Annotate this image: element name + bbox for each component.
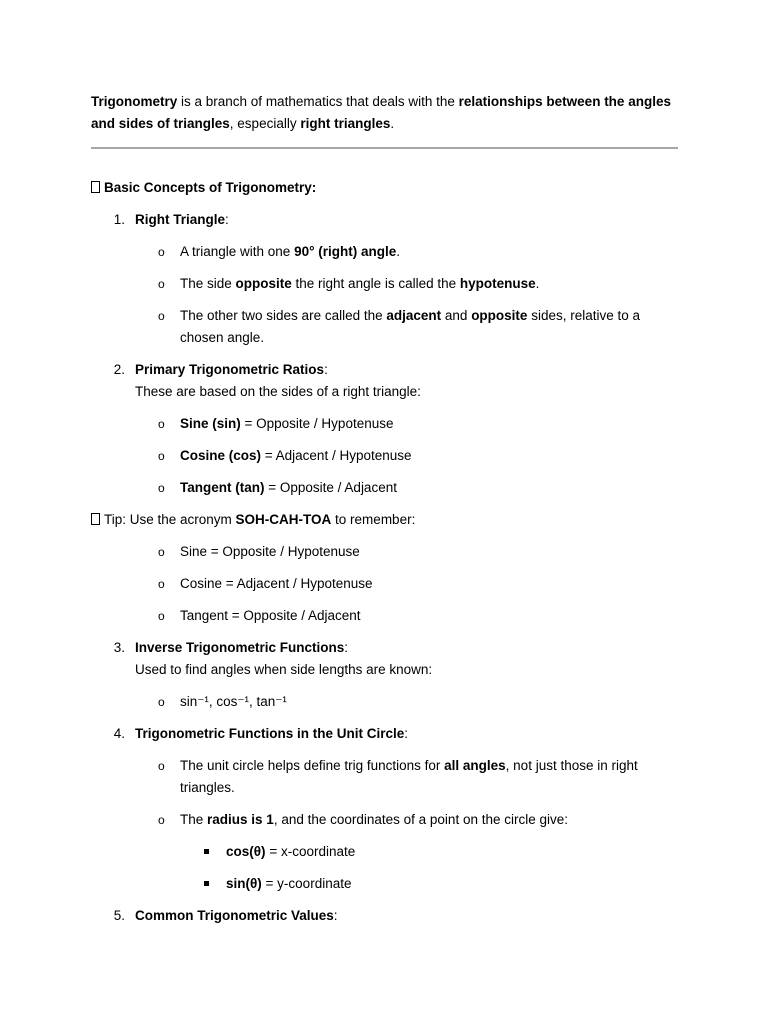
bullet-o: o [158, 277, 165, 291]
text: . [535, 276, 540, 291]
text: A triangle with one [180, 244, 295, 259]
text: The side [180, 276, 236, 291]
list-item-description: These are based on the sides of a right triangle: [135, 384, 421, 399]
list-item-title [135, 359, 328, 381]
intro-emphasis-3: right triangles [300, 116, 391, 131]
text: and [441, 308, 472, 323]
bullet-o: o [158, 545, 165, 559]
list-number: 1. [113, 212, 125, 227]
list-item-title [135, 905, 338, 927]
list-item-title [135, 637, 348, 659]
list-item [180, 413, 393, 435]
intro-period: . [390, 116, 395, 131]
emphasis: all angles [444, 758, 506, 773]
list-item [180, 305, 640, 327]
square-bullet-icon [204, 849, 209, 854]
emphasis: SOH-CAH-TOA [235, 512, 332, 527]
colon: : [404, 726, 409, 741]
text: , and the coordinates of a point on the circle give: [273, 812, 568, 827]
colon: : [225, 212, 229, 227]
horizontal-rule [91, 147, 678, 149]
text: The [180, 812, 208, 827]
text: . [396, 244, 401, 259]
bullet-o: o [158, 813, 165, 827]
missing-glyph-icon [91, 181, 100, 193]
intro-text-2: , especially [229, 116, 301, 131]
list-item: Tangent = Opposite / Adjacent [180, 608, 361, 623]
text: = x-coordinate [265, 844, 356, 859]
list-item [180, 273, 539, 295]
text: , not just those in right [505, 758, 638, 773]
list-item: Cosine = Adjacent / Hypotenuse [180, 576, 373, 591]
emphasis: Cosine (cos) [180, 448, 262, 463]
title-text: Common Trigonometric Values [135, 908, 334, 923]
bullet-o: o [158, 417, 165, 431]
missing-glyph-icon [91, 513, 100, 525]
list-item-continuation: triangles. [180, 780, 235, 795]
intro-emphasis: relationships between the angles [458, 94, 671, 109]
text: the right angle is called the [291, 276, 460, 291]
emphasis: adjacent [386, 308, 442, 323]
list-number: 2. [113, 362, 125, 377]
emphasis: hypotenuse [459, 276, 536, 291]
square-bullet-icon [204, 881, 209, 886]
list-item [180, 445, 412, 467]
title-text: Right Triangle [135, 212, 226, 227]
title-text: Primary Trigonometric Ratios [135, 362, 325, 377]
list-number: 3. [113, 640, 125, 655]
title-text: Trigonometric Functions in the Unit Circle [135, 726, 405, 741]
tip-line [91, 509, 415, 531]
colon: : [324, 362, 328, 377]
colon: : [333, 908, 338, 923]
text: Tip: Use the acronym [104, 512, 236, 527]
bullet-o: o [158, 759, 165, 773]
emphasis: Sine (sin) [180, 416, 241, 431]
intro-line-2 [91, 113, 394, 135]
list-item [180, 809, 568, 831]
text: to remember: [331, 512, 416, 527]
bullet-o: o [158, 577, 165, 591]
sub-list-item [226, 873, 351, 895]
list-item [180, 241, 400, 263]
emphasis: cos(θ) [226, 844, 266, 859]
section-heading-text: Basic Concepts of Trigonometry: [104, 180, 317, 195]
list-item-title [135, 723, 408, 745]
text: = Opposite / Adjacent [264, 480, 397, 495]
bullet-o: o [158, 609, 165, 623]
bullet-o: o [158, 245, 165, 259]
intro-emphasis-2: and sides of triangles [91, 116, 230, 131]
section-heading [91, 177, 316, 199]
list-item-continuation: chosen angle. [180, 330, 265, 345]
list-item: Sine = Opposite / Hypotenuse [180, 544, 360, 559]
text: = Opposite / Hypotenuse [240, 416, 394, 431]
term-trigonometry: Trigonometry [91, 94, 178, 109]
emphasis: 90° (right) angle [294, 244, 397, 259]
list-item-title [135, 209, 229, 231]
intro-text: is a branch of mathematics that deals with the [177, 94, 459, 109]
emphasis: opposite [471, 308, 528, 323]
list-item: sin⁻¹, cos⁻¹, tan⁻¹ [180, 694, 287, 709]
bullet-o: o [158, 481, 165, 495]
bullet-o: o [158, 309, 165, 323]
text: = Adjacent / Hypotenuse [261, 448, 412, 463]
intro-line-1 [91, 91, 671, 113]
list-item-description: Used to find angles when side lengths are known: [135, 662, 433, 677]
colon: : [344, 640, 349, 655]
sub-list-item [226, 841, 355, 863]
list-number: 5. [113, 908, 125, 923]
text: The unit circle helps define trig functions for [180, 758, 445, 773]
emphasis: opposite [235, 276, 292, 291]
list-number: 4. [113, 726, 125, 741]
bullet-o: o [158, 695, 165, 709]
emphasis: Tangent (tan) [180, 480, 265, 495]
emphasis: radius is 1 [207, 812, 274, 827]
text: The other two sides are called the [180, 308, 387, 323]
bullet-o: o [158, 449, 165, 463]
text: sides, relative to a [527, 308, 640, 323]
title-text: Inverse Trigonometric Functions [135, 640, 345, 655]
list-item [180, 477, 397, 499]
text: = y-coordinate [261, 876, 352, 891]
list-item [180, 755, 638, 777]
emphasis: sin(θ) [226, 876, 262, 891]
